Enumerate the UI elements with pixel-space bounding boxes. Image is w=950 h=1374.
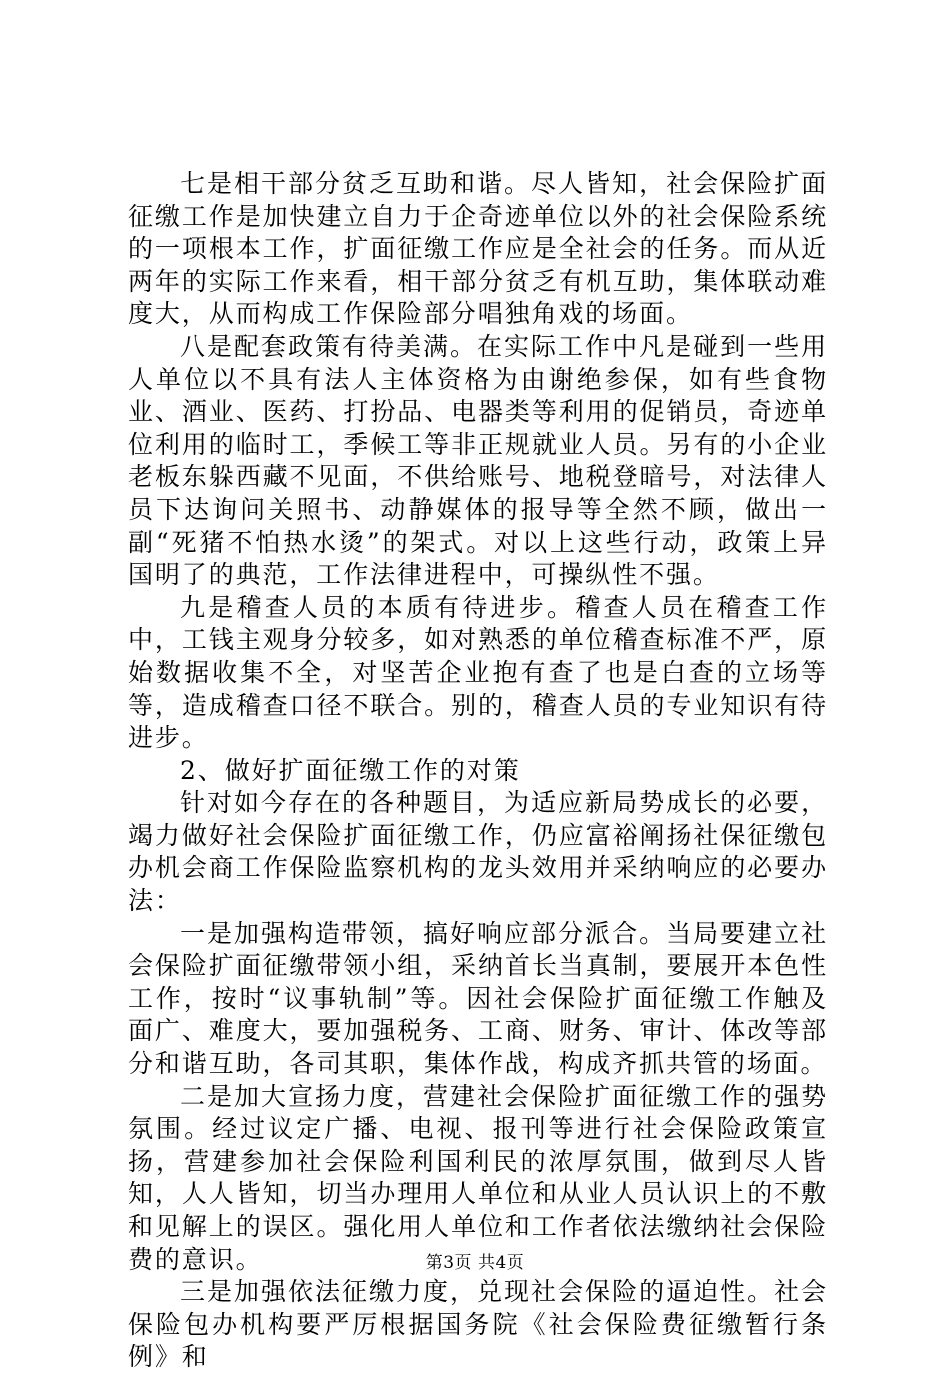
document-body [128, 168, 828, 1374]
paragraph-yi: 一是加强构造带领，搞好响应部分派合。当局要建立社会保险扩面征缴带领小组，采纳首长当真制，要展开本色性工作，按时“议事轨制”等。因社会保险扩面征缴工作触及面广、难度大，要加强税务、工商、财务、审计、体改等部分和谐互助，各司其职，集体作战，构成齐抓共管的场面。 [128, 918, 828, 1079]
paragraph-jiu: 九是稽查人员的本质有待进步。稽查人员在稽查工作中，工钱主观身分较多，如对熟悉的单位稽查标准不严，原始数据收集不全，对坚苦企业抱有查了也是白查的立场等等，造成稽查口径不联合。别的，稽查人员的专业知识有待进步。 [128, 592, 828, 753]
paragraph-san: 三是加强依法征缴力度，兑现社会保险的逼迫性。社会保险包办机构要严厉根据国务院《社会保险费征缴暂行条例》和 [128, 1277, 828, 1372]
page-number: 第3页 共4页 [425, 1253, 525, 1273]
paragraph-intro: 针对如今存在的各种题目，为适应新局势成长的必要，竭力做好社会保险扩面征缴工作，仍应富裕阐扬社保征缴包办机会商工作保险监察机构的龙头效用并采纳响应的必要办法： [128, 788, 828, 916]
section-heading: 2、做好扩面征缴工作的对策 [180, 755, 521, 785]
paragraph-qi: 七是相干部分贫乏互助和谐。尽人皆知，社会保险扩面征缴工作是加快建立自力于企奇迹单位以外的社会保险系统的一项根本工作，扩面征缴工作应是全社会的任务。而从近两年的实际工作来看，相干部分贫乏有机互助，集体联动难度大，从而构成工作保险部分唱独角戏的场面。 [128, 169, 828, 329]
paragraph-ba: 八是配套政策有待美满。在实际工作中凡是碰到一些用人单位以不具有法人主体资格为由谢绝参保，如有些食物业、酒业、医药、打扮品、电器类等利用的促销员，奇迹单位利用的临时工，季候工等非正规就业人员。另有的小企业老板东躲西藏不见面，不供给账号、地税登暗号，对法律人员下达询问关照书、动静媒体的报导等全然不顾，做出一副“死猪不怕热水烫”的架式。对以上这些行动，政策上异国明了的典范，工作法律进程中，可操纵性不强。 [128, 331, 828, 590]
paragraph-er: 二是加大宣扬力度，营建社会保险扩面征缴工作的强势氛围。经过议定广播、电视、报刊等进行社会保险政策宣扬，营建参加社会保险利国利民的浓厚氛围，做到尽人皆知，人人皆知，切当办理用人单位和从业人员认识上的不敷和见解上的误区。强化用人单位和工作者依法缴纳社会保险费的意识。 [128, 1081, 828, 1274]
